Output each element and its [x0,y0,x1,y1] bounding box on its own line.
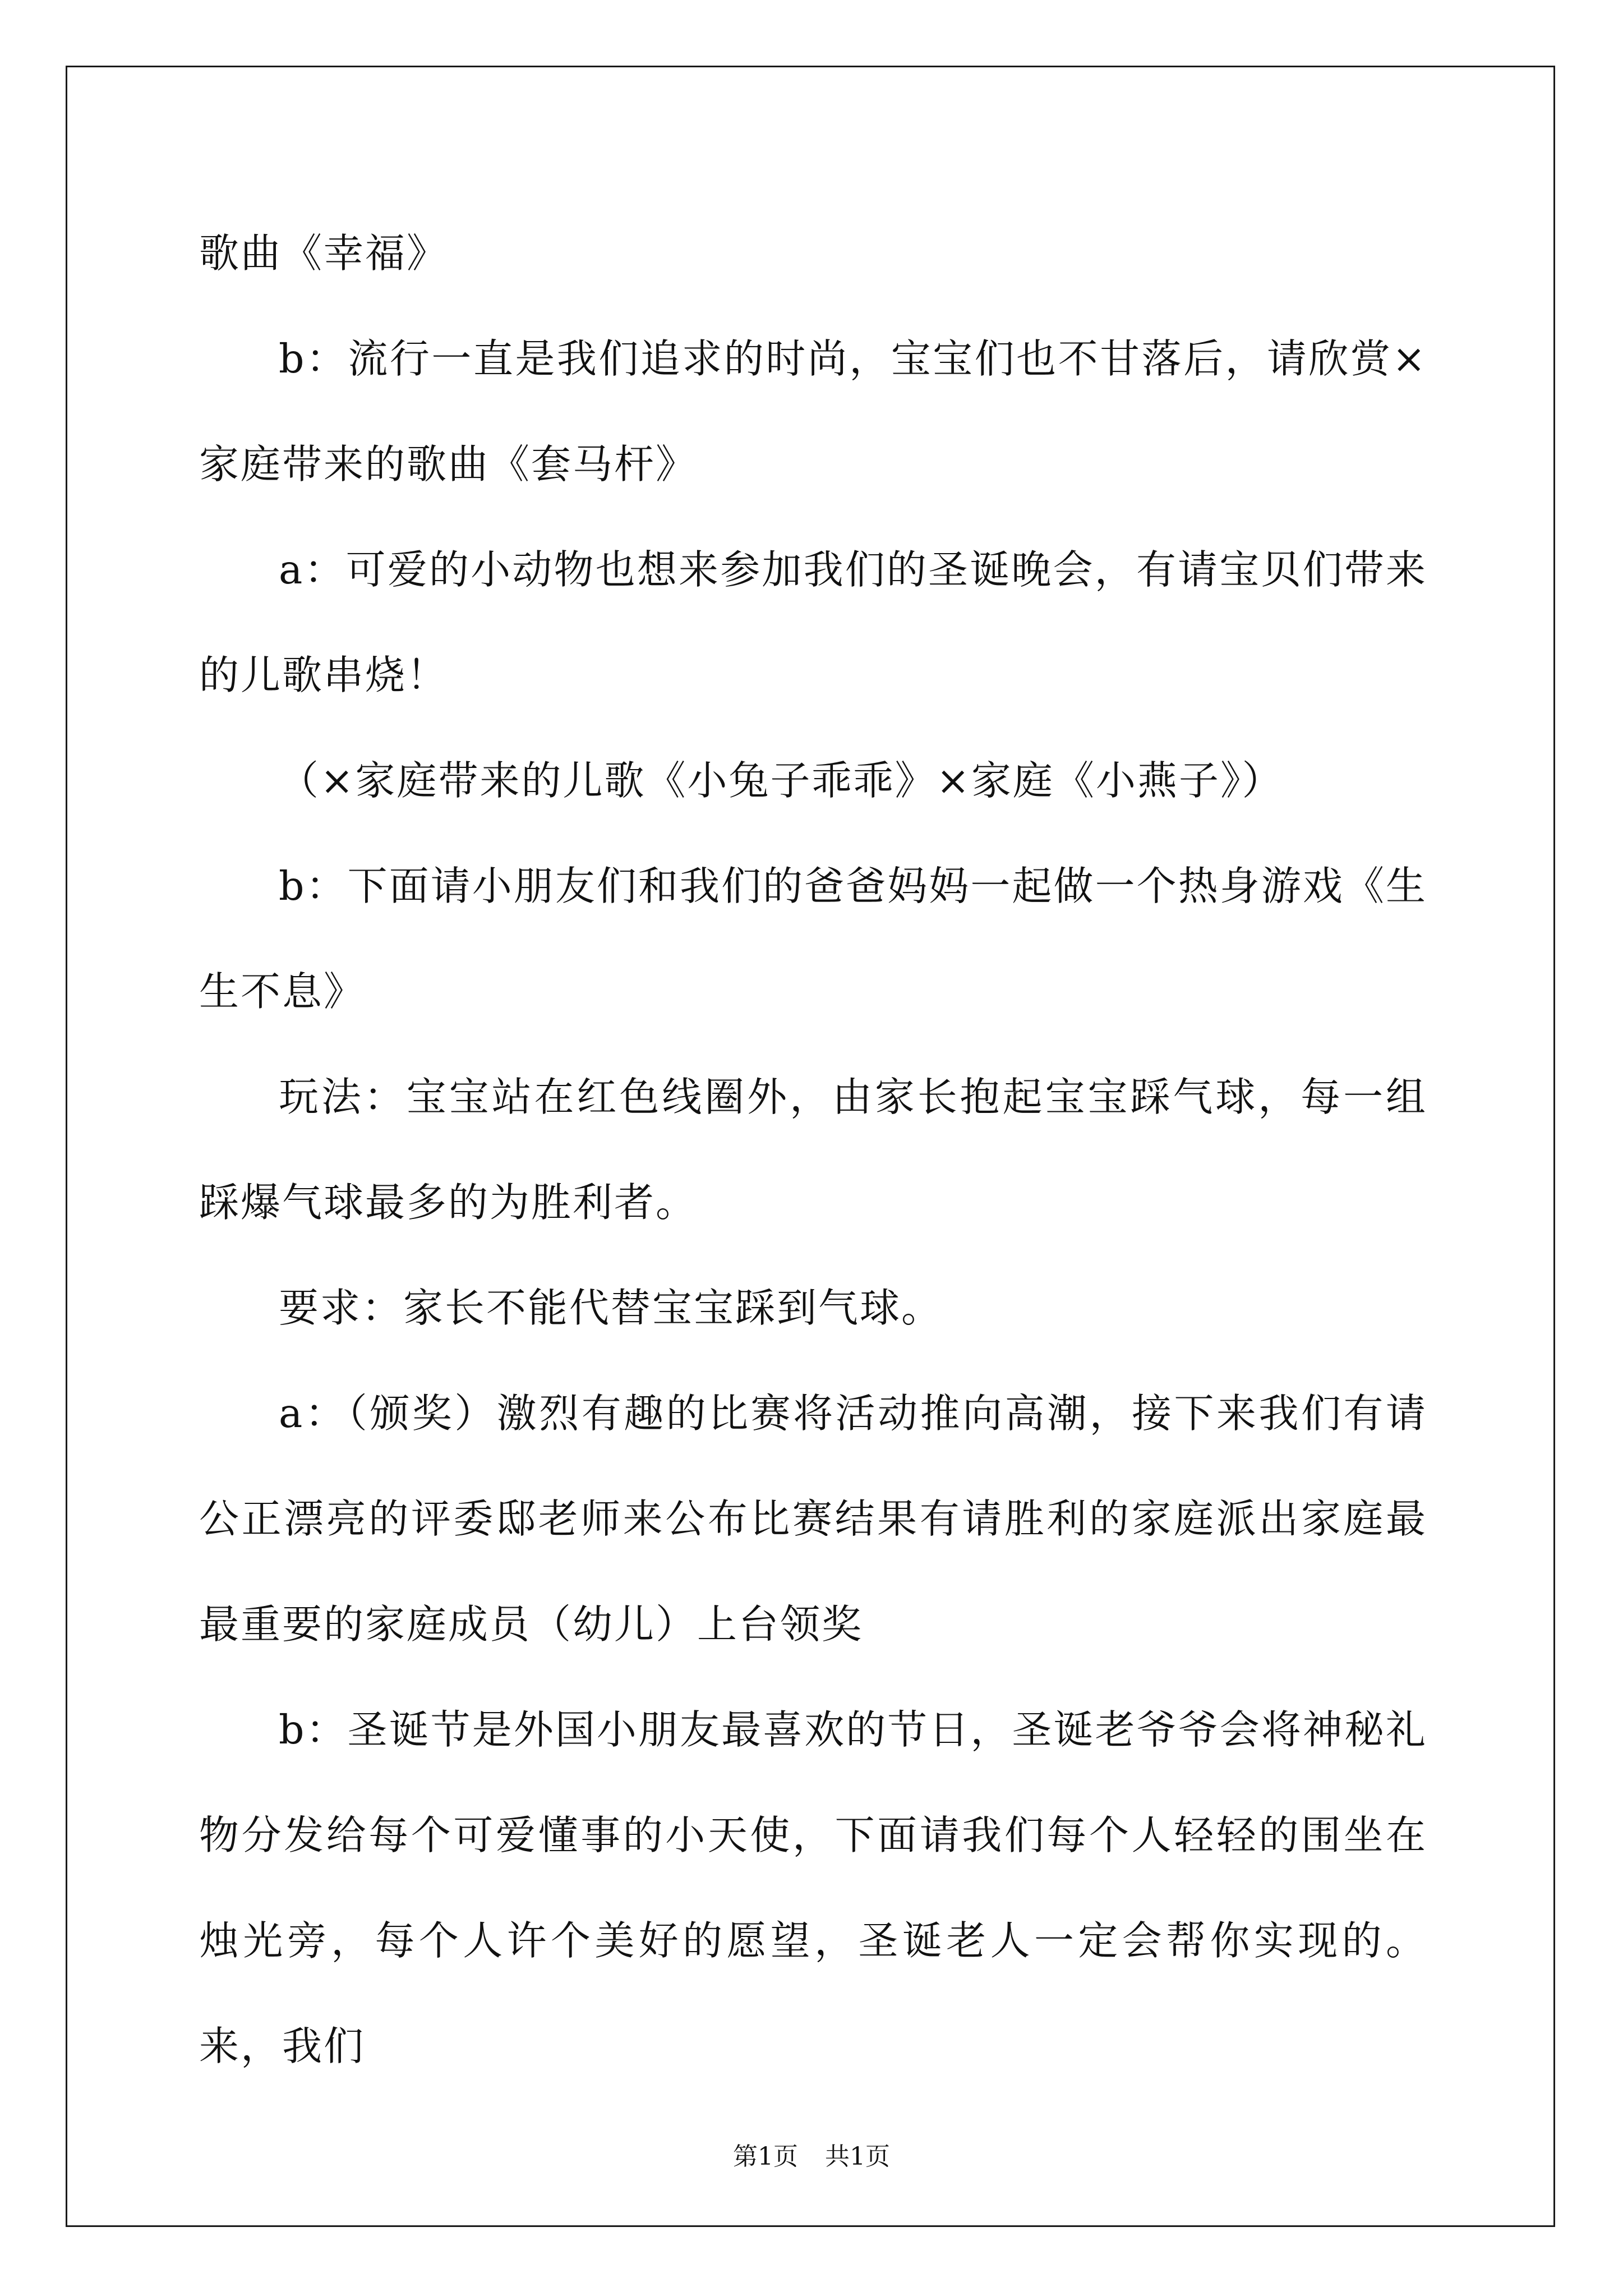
page-number: 第1页 [733,2142,798,2171]
paragraph-8: a：（颁奖）激烈有趣的比赛将活动推向高潮，接下来我们有请公正漂亮的评委邸老师来公布比赛结果有请胜利的家庭派出家庭最最重要的家庭成员（幼儿）上台领奖 [199,1390,1427,1648]
paragraph-9: b：圣诞节是外国小朋友最喜欢的节日，圣诞老爷爷会将神秘礼物分发给每个可爱懂事的小天使，下面请我们每个人轻轻的围坐在烛光旁，每个人许个美好的愿望，圣诞老人一定会帮你实现的。来，我们 [199,1706,1427,2069]
document-body [199,201,1427,2099]
paragraph-3: a：可爱的小动物也想来参加我们的圣诞晚会，有请宝贝们带来的儿歌串烧！ [199,546,1427,698]
paragraph-4: （×家庭带来的儿歌《小兔子乖乖》×家庭《小燕子》） [279,757,1284,804]
paragraph-2: b：流行一直是我们追求的时尚，宝宝们也不甘落后，请欣赏×家庭带来的歌曲《套马杆》 [199,335,1427,487]
paragraph-6: 玩法：宝宝站在红色线圈外，由家长抱起宝宝踩气球，每一组踩爆气球最多的为胜利者。 [199,1074,1427,1226]
page-footer [0,2136,1623,2172]
page-total: 共1页 [825,2142,890,2171]
paragraph-5: b：下面请小朋友们和我们的爸爸妈妈一起做一个热身游戏《生生不息》 [199,863,1427,1015]
paragraph-1: 歌曲《幸福》 [199,230,449,277]
paragraph-7: 要求：家长不能代替宝宝踩到气球。 [279,1285,943,1331]
